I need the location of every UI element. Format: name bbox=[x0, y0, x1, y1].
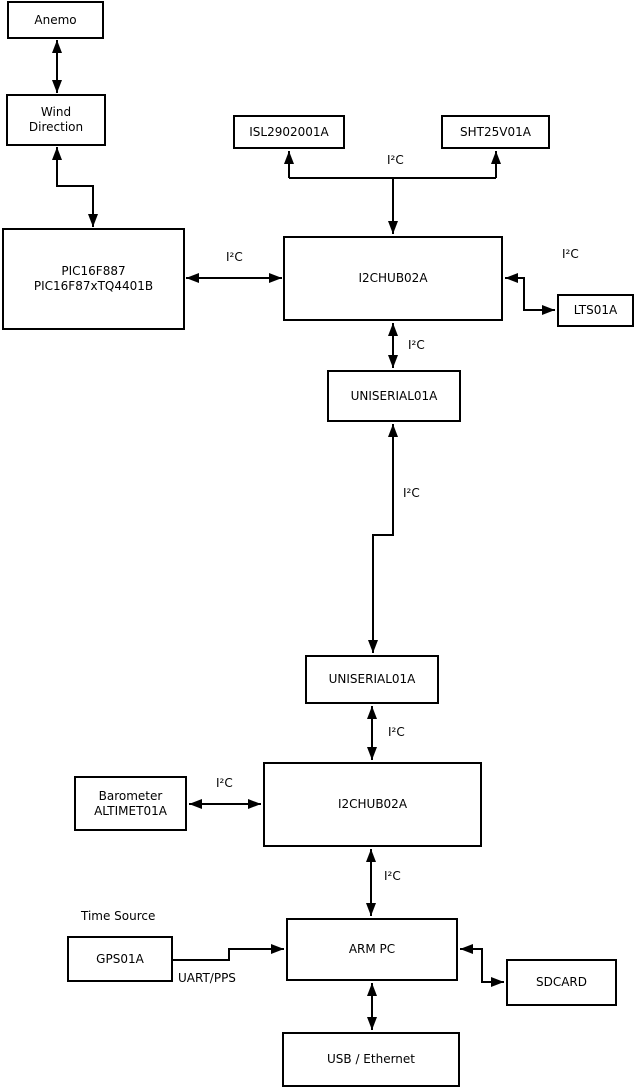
edge-label-i2c-hub2-armpc: I²C bbox=[384, 869, 401, 883]
edge-label-i2c-uniserial-hub2: I²C bbox=[388, 725, 405, 739]
edge-label-i2c-hub-lts: I²C bbox=[562, 247, 579, 261]
node-i2chub02a-bottom bbox=[263, 762, 482, 847]
node-barometer-label-line1: Barometer bbox=[98, 788, 163, 803]
edge-wind-pic bbox=[57, 147, 93, 227]
node-usb-ethernet-label: USB / Ethernet bbox=[327, 1052, 415, 1066]
node-i2chub02a-bottom-label: I2CHUB02A bbox=[337, 797, 408, 811]
node-i2chub02a-top bbox=[283, 236, 503, 321]
edge-gps-armpc bbox=[173, 949, 284, 960]
node-barometer-altimet01a bbox=[74, 776, 187, 831]
node-lts01a bbox=[557, 294, 634, 327]
edge-label-i2c-sensor-bus: I²C bbox=[387, 153, 404, 167]
node-anemo bbox=[7, 1, 104, 39]
node-pic16f887-label-line1: PIC16F887 bbox=[61, 264, 126, 278]
edge-uniserial-top-uniserial-bottom bbox=[373, 424, 393, 653]
node-pic16f887-label-line2: PIC16F87xTQ4401B bbox=[33, 279, 154, 293]
edge-i2chub-top-lts bbox=[505, 278, 555, 310]
node-usb-ethernet bbox=[282, 1032, 460, 1087]
edge-armpc-sdcard bbox=[460, 949, 504, 982]
node-arm-pc bbox=[286, 918, 458, 981]
node-uniserial01a-bottom-label: UNISERIAL01A bbox=[328, 672, 416, 686]
node-wind-direction bbox=[6, 94, 106, 146]
edge-label-uart-pps: UART/PPS bbox=[178, 971, 236, 985]
node-uniserial01a-bottom bbox=[305, 655, 439, 704]
edge-label-i2c-barometer-hub2: I²C bbox=[216, 776, 233, 790]
node-sht25v01a bbox=[441, 115, 550, 149]
node-sht25v01a-label: SHT25V01A bbox=[460, 124, 531, 139]
node-anemo-label: Anemo bbox=[34, 12, 77, 27]
annotation-time-source: Time Source bbox=[81, 909, 156, 923]
node-sdcard bbox=[506, 959, 617, 1006]
edge-label-i2c-pic-hub: I²C bbox=[226, 250, 243, 264]
node-uniserial01a-top-label: UNISERIAL01A bbox=[350, 388, 438, 403]
node-wind-direction-label-line2: Direction bbox=[28, 120, 84, 134]
node-isl2902001a bbox=[233, 115, 345, 149]
node-lts01a-label: LTS01A bbox=[573, 303, 618, 317]
node-isl2902001a-label: ISL2902001A bbox=[249, 124, 329, 139]
node-gps01a bbox=[67, 936, 173, 982]
edge-label-i2c-hub-uniserial: I²C bbox=[408, 338, 425, 352]
node-sdcard-label: SDCARD bbox=[535, 975, 588, 989]
node-i2chub02a-top-label: I2CHUB02A bbox=[358, 271, 428, 285]
edge-label-i2c-uniserial-link: I²C bbox=[403, 486, 420, 500]
node-wind-direction-label-line1: Wind bbox=[40, 105, 72, 119]
node-uniserial01a-top bbox=[327, 370, 461, 422]
node-barometer-label-line2: ALTIMET01A bbox=[94, 803, 167, 818]
node-arm-pc-label: ARM PC bbox=[348, 942, 396, 956]
node-pic16f887 bbox=[2, 228, 185, 330]
node-gps01a-label: GPS01A bbox=[96, 951, 144, 966]
